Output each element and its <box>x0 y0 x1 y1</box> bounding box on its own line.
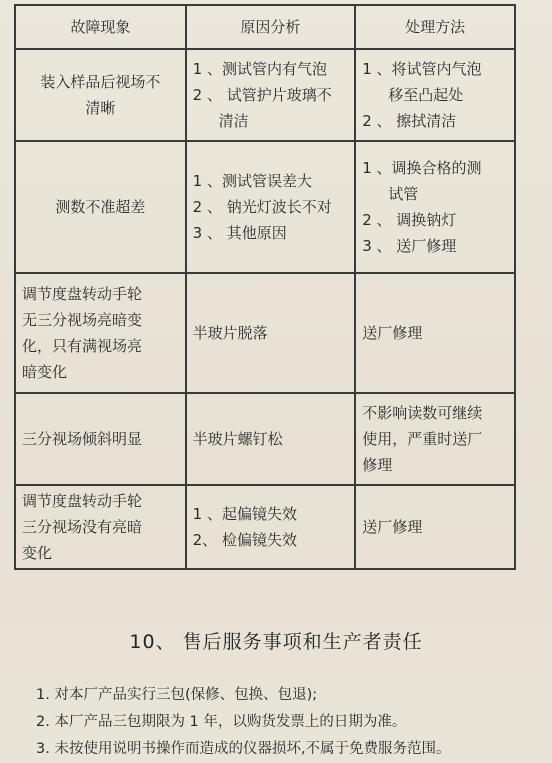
table-row <box>15 393 515 485</box>
cell-line: 2 、 调换钠灯 <box>362 211 457 229</box>
cell-line: 使用，严重时送厂 <box>362 430 483 448</box>
cause-cell <box>186 141 356 273</box>
cell-line: 变化 <box>22 544 53 562</box>
cell-line: 清晰 <box>85 99 116 117</box>
cause-cell <box>186 393 356 485</box>
remedy-cell <box>355 393 515 485</box>
cell-line: 1 、起偏镜失效 <box>192 505 297 523</box>
cell-line: 化，只有满视场亮 <box>22 337 143 355</box>
symptom-cell <box>15 393 186 485</box>
cell-line: 2、 检偏镜失效 <box>192 531 297 549</box>
cell-line: 不影响读数可继续 <box>362 404 483 422</box>
cell-line: 移至凸起处 <box>388 86 464 104</box>
cell-line: 1 、调换合格的测 <box>362 159 482 177</box>
symptom-cell <box>15 49 186 141</box>
cell-line: 2 、 试管护片玻璃不 <box>192 86 332 104</box>
remedy-cell <box>355 141 515 273</box>
cell-line: 送厂修理 <box>362 324 423 342</box>
table-row <box>15 485 515 569</box>
table-row <box>15 141 515 273</box>
symptom-cell <box>15 485 186 569</box>
cell-line: 3 、 送厂修理 <box>362 237 457 255</box>
table-row <box>15 273 515 393</box>
cell-line: 半玻片螺钉松 <box>192 430 283 448</box>
symptom-cell <box>15 273 186 393</box>
troubleshooting-table <box>14 4 516 570</box>
notes-list <box>36 682 552 763</box>
header-cause: 原因分析 <box>186 5 356 49</box>
cell-line: 1 、测试管误差大 <box>192 172 312 190</box>
table-header-row <box>15 5 515 49</box>
cell-line: 三分视场没有亮暗 <box>22 518 143 536</box>
list-item: 2. 本厂产品三包期限为 1 年，以购货发票上的日期为准。 <box>36 714 407 730</box>
table-row <box>15 49 515 141</box>
cell-line: 1 、测试管内有气泡 <box>192 60 327 78</box>
cell-line: 测数不准超差 <box>55 198 146 216</box>
cell-line: 送厂修理 <box>362 518 423 536</box>
list-item: 1. 对本厂产品实行三包(保修、包换、包退); <box>36 687 318 703</box>
cause-cell <box>186 273 356 393</box>
list-item: 3. 未按使用说明书操作而造成的仪器损坏,不属于免费服务范围。 <box>36 741 451 757</box>
section-heading: 10、 售后服务事项和生产者责任 <box>129 631 423 653</box>
cell-line: 1 、将试管内气泡 <box>362 60 482 78</box>
remedy-cell <box>355 273 515 393</box>
cell-line: 清洁 <box>218 112 249 130</box>
cell-line: 无三分视场亮暗变 <box>22 311 143 329</box>
symptom-cell <box>15 141 186 273</box>
cell-line: 2 、 钠光灯波长不对 <box>192 198 332 216</box>
header-symptom: 故障现象 <box>15 5 186 49</box>
cell-line: 2 、 擦拭清洁 <box>362 112 457 130</box>
cause-cell <box>186 49 356 141</box>
cell-line: 试管 <box>388 185 419 203</box>
cell-line: 半玻片脱落 <box>192 324 268 342</box>
remedy-cell <box>355 485 515 569</box>
cause-cell <box>186 485 356 569</box>
remedy-cell <box>355 49 515 141</box>
cell-line: 调节度盘转动手轮 <box>22 492 143 510</box>
cell-line: 3 、 其他原因 <box>192 224 287 242</box>
cell-line: 装入样品后视场不 <box>40 73 161 91</box>
cell-line: 暗变化 <box>22 363 68 381</box>
cell-line: 三分视场倾斜明显 <box>22 430 143 448</box>
cell-line: 调节度盘转动手轮 <box>22 285 143 303</box>
header-remedy: 处理方法 <box>355 5 515 49</box>
cell-line: 修理 <box>362 456 393 474</box>
